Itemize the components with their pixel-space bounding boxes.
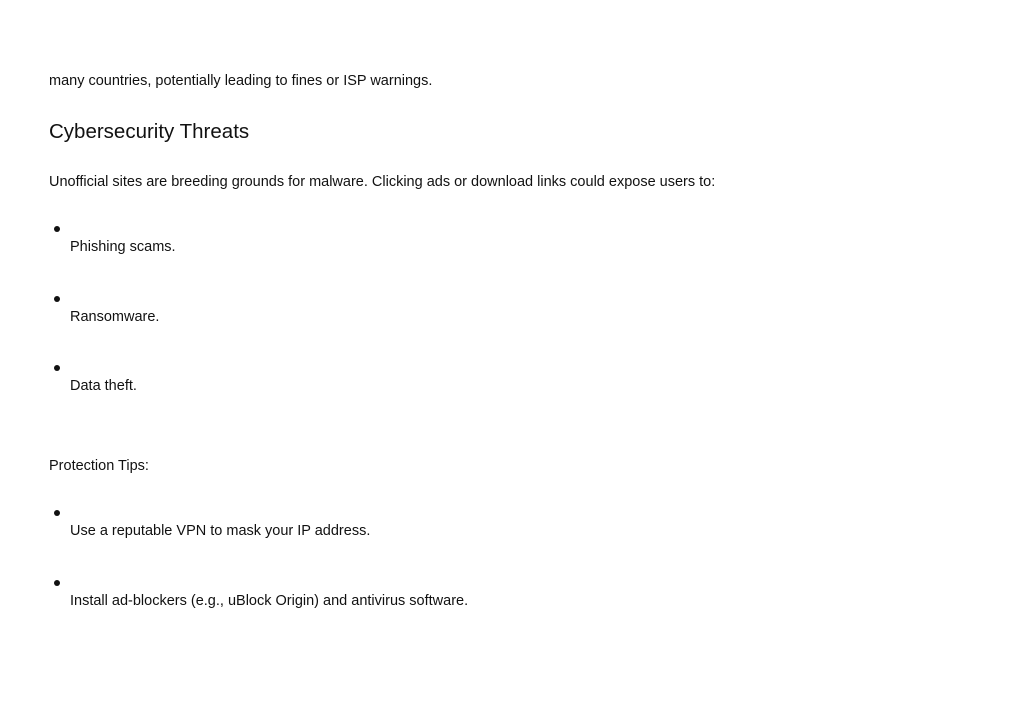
list-item	[49, 296, 949, 340]
bullet-icon	[54, 510, 60, 516]
list-item	[49, 226, 949, 270]
section-heading: Cybersecurity Threats	[49, 120, 250, 143]
bullet-icon	[54, 365, 60, 371]
list-item	[49, 580, 949, 624]
list-item-text: Install ad-blockers (e.g., uBlock Origin) and antivirus software.	[70, 593, 469, 609]
list-item	[49, 365, 949, 409]
list-item-text: Phishing scams.	[70, 239, 176, 255]
list-item-text: Use a reputable VPN to mask your IP address.	[70, 523, 371, 539]
bullet-icon	[54, 580, 60, 586]
list-item-text: Data theft.	[70, 378, 137, 394]
protection-tips-colon: :	[144, 458, 149, 474]
bullet-icon	[54, 226, 60, 232]
list-item-text: Ransomware.	[70, 309, 160, 325]
list-item	[49, 510, 949, 554]
protection-tips-title: Protection Tips	[49, 458, 145, 474]
section-paragraph: Unofficial sites are breeding grounds for malware. Clicking ads or download links could expose users to:	[49, 174, 716, 190]
intro-paragraph: many countries, potentially leading to fines or ISP warnings.	[49, 73, 433, 89]
protection-tips-label	[49, 457, 149, 475]
bullet-icon	[54, 296, 60, 302]
